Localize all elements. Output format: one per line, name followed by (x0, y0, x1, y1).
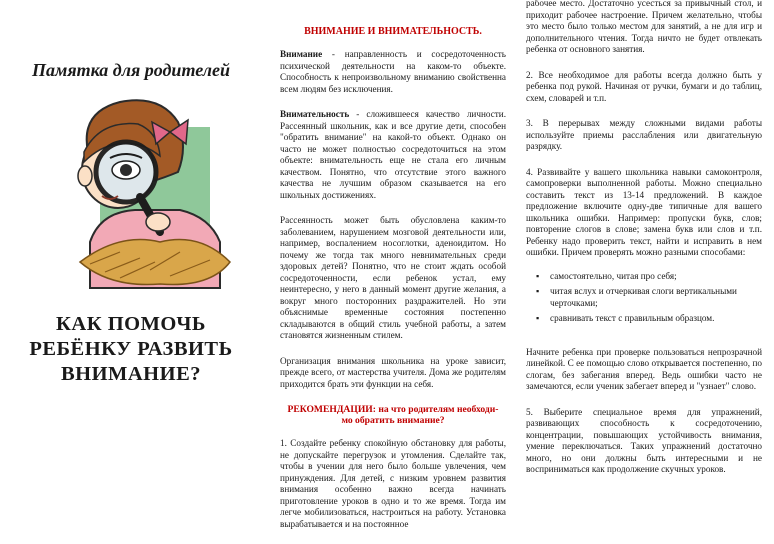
leaflet-title: Памятка для родителей (32, 60, 230, 80)
definition: - сложившееся качество личности. Рассеянный школьник, как и все другие дети, способен "обратить внимание" на какой-то объект. Однако он часто не может полностью сосредоточиться на этом объекте: внимательность еще не стала его личным качеством. Понятно, что отсутствие этого важного качества не лучшим образом сказывается на его школьных достижениях. (280, 109, 506, 200)
recommendations-heading (280, 404, 506, 426)
recommendation-5: 5. Выберите специальное время для упражнений, развивающих способность к сосредоточению, концентрации, повышающих устойчивость внимания, умение переключаться. Таких упражнений достаточно много, но они должны быть интересными и не восприниматься как продолжение скучных уроков. (526, 406, 762, 474)
list-item: ▪ сравнивать текст с правильным образцом. (550, 313, 762, 325)
girl-with-magnifier-illustration (60, 92, 240, 288)
term: Внимание (280, 49, 323, 59)
headline-line: ВНИМАНИЕ? (60, 363, 202, 385)
recommendation-2: 2. Все необходимое для работы всегда должно быть у ребенка под рукой. Начиная от ручки, бумаги и до таблиц, схем, словарей и т.п. (526, 69, 762, 103)
left-panel (0, 0, 262, 522)
main-headline (0, 312, 262, 387)
recommendation-1: 1. Создайте ребенку спокойную обстановку для работы, не допускайте перегрузок и утомления. Сделайте так, чтобы в учении для него было больше увлечения, чем принуждения. Для детей, с низким уровнем развития внимания особенно важно всегда начинать приготовление уроков в одно и то же время. Тогда им легче мобилизоваться, настроиться на работу. Установка вырабатывается и на постоянное (280, 438, 506, 529)
recommendation-4: 4. Развивайте у вашего школьника навыки самоконтроля, самопроверки выполненной работы. Можно специально составить текст из 13-14 предложений. В каждое предложение включите одну-две типичные для вашего школьника ошибки. Например: пропуски букв, слов; повторение слогов в слове; замена букв или слов и т.п. Ребенку надо проверить текст, найти и исправить в нем ошибки. Причем проверять можно разными способами: (526, 166, 762, 257)
middle-panel (262, 0, 518, 529)
list-item: ▪ самостоятельно, читая про себя; (550, 271, 762, 283)
recommendation-3: 3. В перерывах между сложными видами работы используйте приемы расслабления или двигательную разрядку. (526, 118, 762, 151)
recommendation-1-continued: рабочее место. Достаточно усесться за привычный стол, и приходит рабочее настроение. Причем желательно, чтобы это место было только местом для занятий, а не для игр и дополнительного чтения. Тогда ничто не будет отвлекать ребенка от основного занятия. (526, 0, 762, 54)
checking-methods-list (526, 271, 762, 325)
term: Внимательность (280, 109, 350, 119)
headline-line: РЕБЁНКУ РАЗВИТЬ (29, 338, 233, 360)
paragraph-attentiveness (280, 109, 506, 201)
rec-line: РЕКОМЕНДАЦИИ: на что родителям необходи- (287, 404, 499, 415)
rec-line: мо обратить внимание? (341, 415, 445, 426)
list-item: ▪ читая вслух и отчеркивая слоги вертикальными черточками; (550, 286, 762, 309)
headline-line: КАК ПОМОЧЬ (56, 313, 206, 335)
definition: - направленность и сосредоточенность психической деятельности на каком-то объекте. Способность к непроизвольному вниманию свойственна всем людям без исключения. (280, 49, 506, 94)
paragraph-absentmindedness: Рассеянность может быть обусловлена каким-то заболеванием, нарушением мозговой деятельности или, например, воспалением носоглотки, аденоидитом. Но почему же тогда так много невнимательных среди здоровых детей? Понятно, что не стоит ждать особой сосредоточенности, если ребенок устал, ему неинтересно, у него в данный момент другие желания, а вокруг много посторонних раздражителей. Но эти объяснимые временные состояния постепенно складываются в общий стиль учебной работы, а затем становятся жизненным стилем. (280, 215, 506, 340)
paragraph-attention (280, 49, 506, 95)
ruler-tip: Начните ребенка при проверке пользоваться непрозрачной линейкой. С ее помощью слово открывается постепенно, по слогам, без забегания вперед. Ведь ошибки часто не замечаются, если ученик забегает вперед и "узнает" слово. (526, 346, 762, 391)
right-panel (518, 0, 774, 522)
section-title: ВНИМАНИЕ И ВНИМАТЕЛЬНОСТЬ. (304, 26, 482, 37)
paragraph-organization: Организация внимания школьника на уроке зависит, прежде всего, от мастерства учителя. Дома же родителям приходится брать эти функции на себя. (280, 355, 506, 389)
